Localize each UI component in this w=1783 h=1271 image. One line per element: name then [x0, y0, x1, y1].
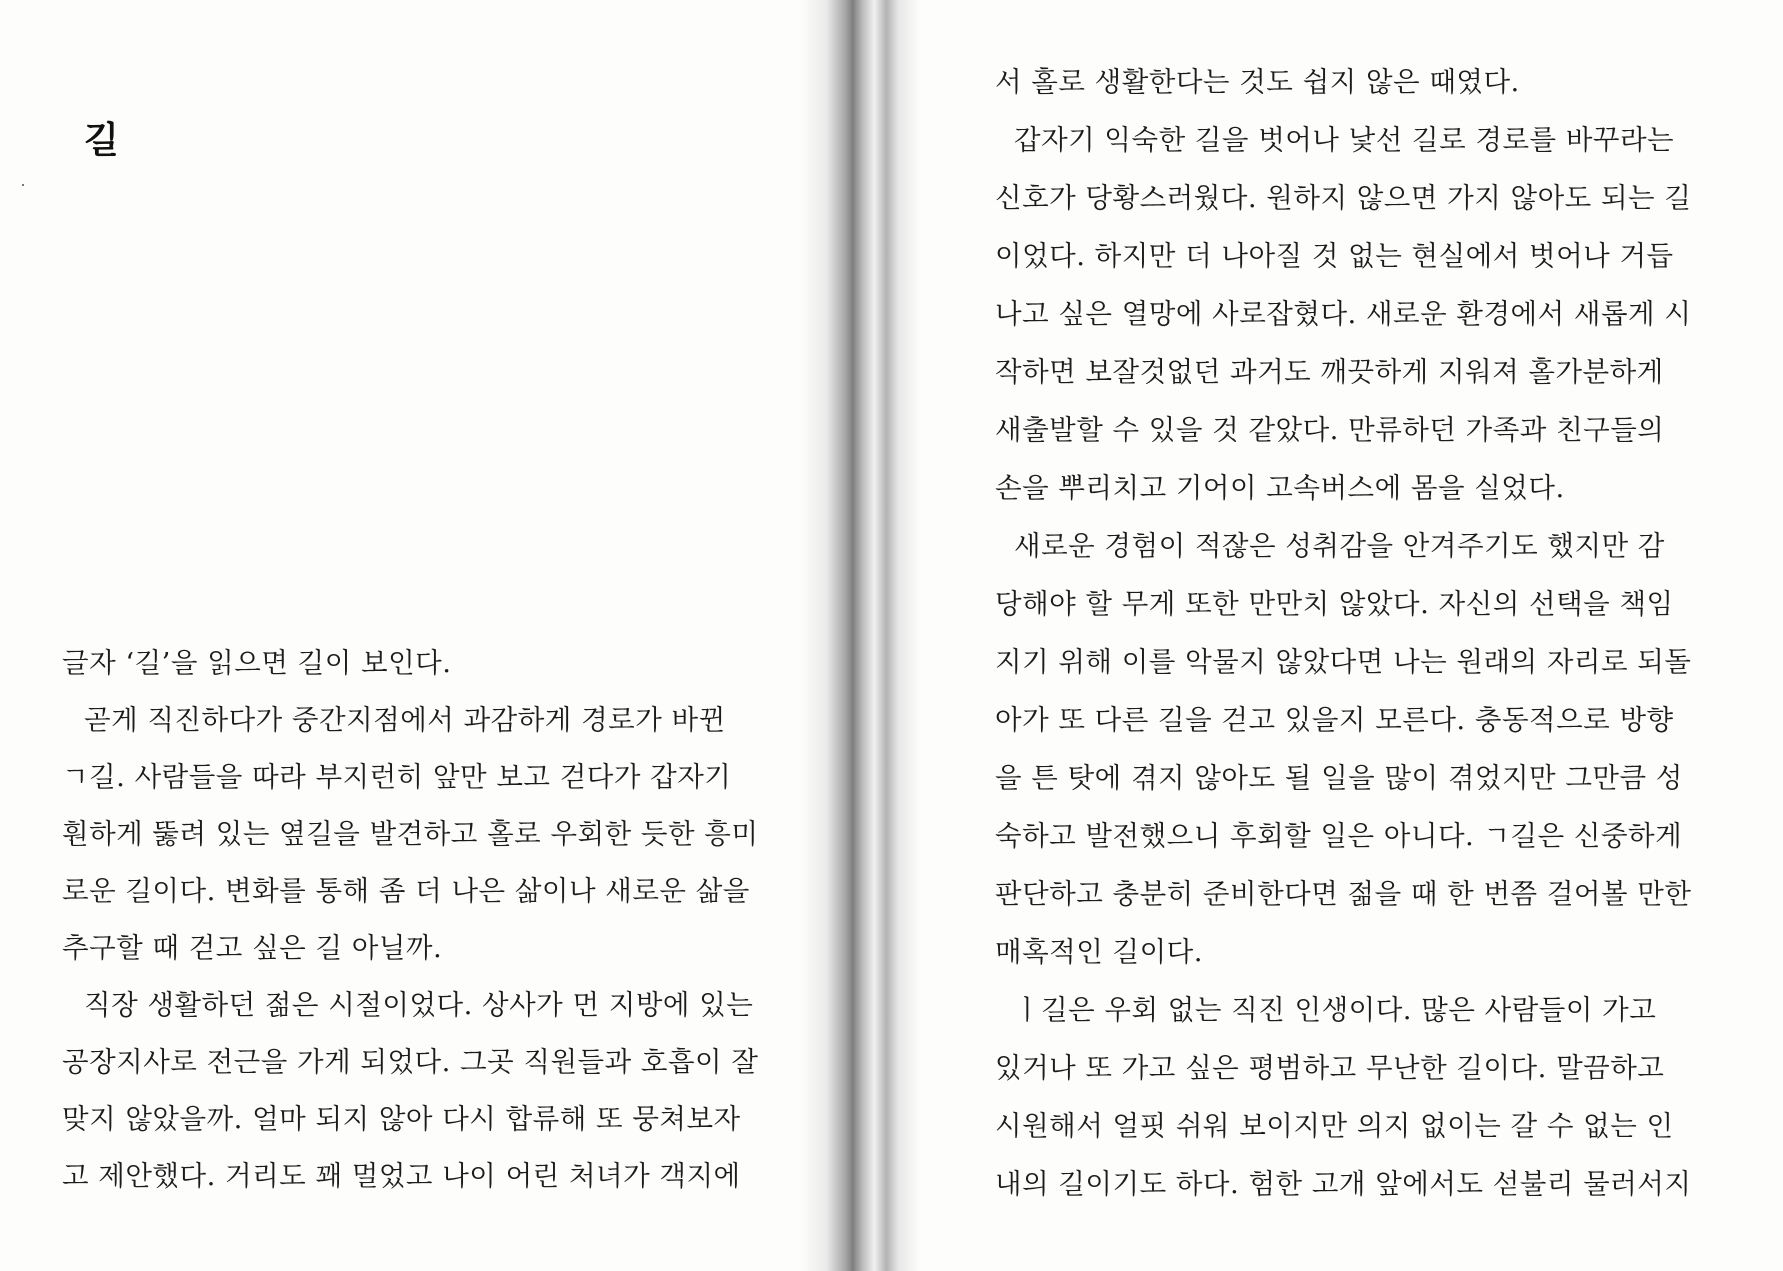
text-line: 손을 뿌리치고 기어이 고속버스에 몸을 실었다. — [995, 472, 1565, 504]
text-line: 판단하고 충분히 준비한다면 젊을 때 한 번쯤 걸어볼 만한 — [995, 878, 1692, 910]
text-line: 갑자기 익숙한 길을 벗어나 낯선 길로 경로를 바꾸라는 — [1014, 124, 1675, 156]
text-line: 맞지 않았을까. 얼마 되지 않아 다시 합류해 또 뭉쳐보자 — [62, 1103, 741, 1135]
text-line: 고 제안했다. 거리도 꽤 멀었고 나이 어린 처녀가 객지에 — [62, 1160, 741, 1192]
paper-speck — [22, 184, 24, 186]
text-line: 추구할 때 걷고 싶은 길 아닐까. — [62, 932, 443, 964]
text-line: 로운 길이다. 변화를 통해 좀 더 나은 삶이나 새로운 삶을 — [62, 875, 750, 907]
text-line: 아가 또 다른 길을 걷고 있을지 모른다. 충동적으로 방향 — [995, 704, 1674, 736]
text-line: 있거나 또 가고 싶은 평범하고 무난한 길이다. 말끔하고 — [995, 1052, 1665, 1084]
right-page — [880, 0, 1783, 1271]
text-line: 새로운 경험이 적잖은 성취감을 안겨주기도 했지만 감 — [1014, 530, 1665, 562]
text-line: 직장 생활하던 젊은 시절이었다. 상사가 먼 지방에 있는 — [84, 989, 754, 1021]
text-line: 훤하게 뚫려 있는 옆길을 발견하고 홀로 우회한 듯한 흥미 — [62, 818, 759, 850]
text-line: 지기 위해 이를 악물지 않았다면 나는 원래의 자리로 되돌 — [995, 646, 1692, 678]
text-line: 서 홀로 생활한다는 것도 쉽지 않은 때였다. — [995, 66, 1520, 98]
text-line: 매혹적인 길이다. — [995, 936, 1203, 968]
text-line: ㅣ길은 우회 없는 직진 인생이다. 많은 사람들이 가고 — [1014, 994, 1657, 1026]
text-line: 이었다. 하지만 더 나아질 것 없는 현실에서 벗어나 거듭 — [995, 240, 1674, 272]
text-line: 신호가 당황스러웠다. 원하지 않으면 가지 않아도 되는 길 — [995, 182, 1692, 214]
text-line: 을 튼 탓에 겪지 않아도 될 일을 많이 겪었지만 그만큼 성 — [995, 762, 1683, 794]
text-line: ㄱ길. 사람들을 따라 부지런히 앞만 보고 걷다가 갑자기 — [62, 761, 732, 793]
text-line: 숙하고 발전했으니 후회할 일은 아니다. ㄱ길은 신중하게 — [995, 820, 1683, 852]
text-line: 나고 싶은 열망에 사로잡혔다. 새로운 환경에서 새롭게 시 — [995, 298, 1692, 330]
text-line: 공장지사로 전근을 가게 되었다. 그곳 직원들과 호흡이 잘 — [62, 1046, 759, 1078]
text-line: 내의 길이기도 하다. 험한 고개 앞에서도 섣불리 물러서지 — [995, 1168, 1692, 1200]
text-line: 당해야 할 무게 또한 만만치 않았다. 자신의 선택을 책임 — [995, 588, 1674, 620]
text-line: 글자 ‘길’을 읽으면 길이 보인다. — [62, 647, 452, 679]
left-page — [0, 0, 830, 1271]
text-line: 새출발할 수 있을 것 같았다. 만류하던 가족과 친구들의 — [995, 414, 1665, 446]
chapter-title: 길 — [84, 120, 120, 161]
text-line: 곧게 직진하다가 중간지점에서 과감하게 경로가 바뀐 — [84, 704, 726, 736]
text-line: 작하면 보잘것없던 과거도 깨끗하게 지워져 홀가분하게 — [995, 356, 1664, 388]
text-line: 시원해서 얼핏 쉬워 보이지만 의지 없이는 갈 수 없는 인 — [995, 1110, 1674, 1142]
